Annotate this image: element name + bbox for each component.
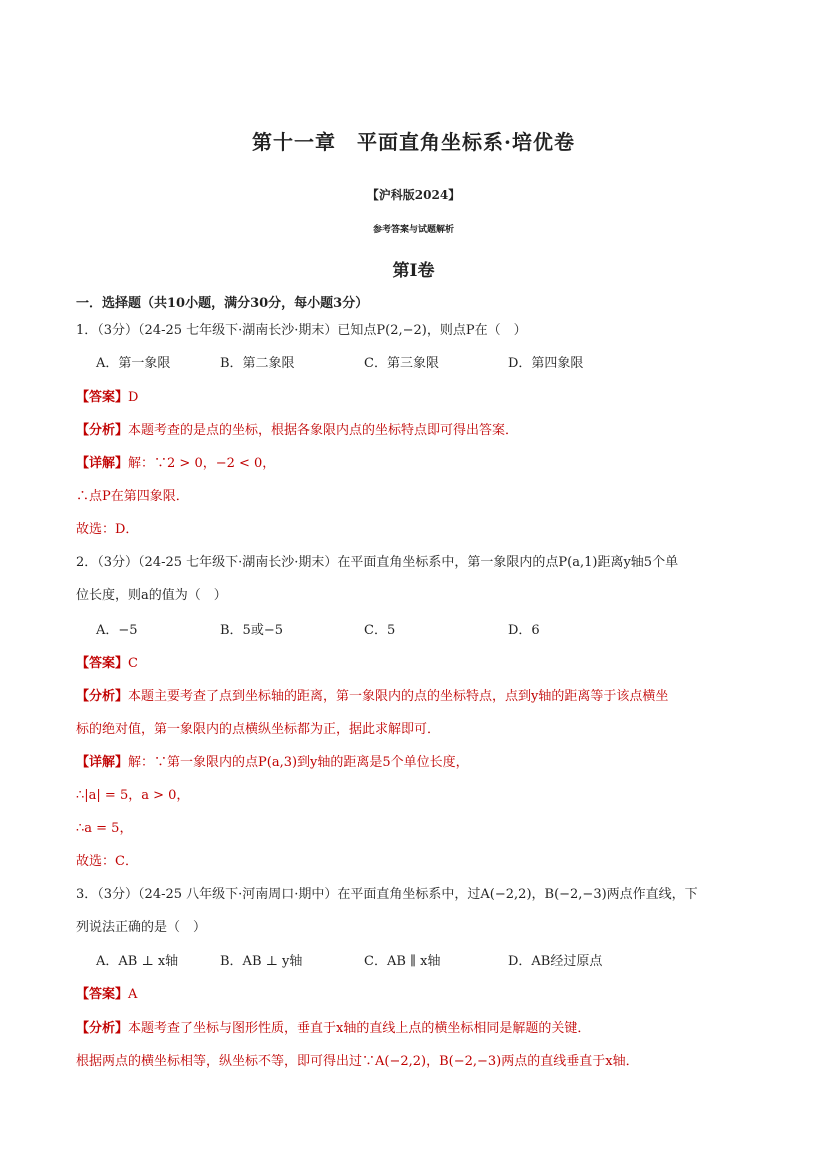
q2-analysis-line1 (76, 685, 756, 704)
q3-option-b: B．AB ⊥ y轴 (220, 954, 303, 969)
detail-text: 解：∵2 > 0，−2 < 0， (128, 456, 276, 471)
q3-option-c: C．AB ∥ x轴 (364, 954, 441, 969)
q3-stem-line1: 3．（3分）（24-25 八年级下·河南周口·期中）在平面直角坐标系中，过A(−2,2)，B(−2,−3)两点作直线，下 (76, 887, 698, 902)
analysis-text: 本题主要考查了点到坐标轴的距离，第一象限内的点的坐标特点，点到y轴的距离等于该点横坐 (128, 689, 669, 704)
q2-option-b: B．5或−5 (220, 623, 283, 638)
section-heading: 一．选择题（共10小题，满分30分，每小题3分） (76, 296, 369, 311)
q2-stem-line2: 位长度，则a的值为（ ） (76, 588, 227, 603)
q1-detail (76, 452, 756, 471)
q2-stem-line1: 2．（3分）（24-25 七年级下·湖南长沙·期末）在平面直角坐标系中，第一象限内的点P(a,1)距离y轴5个单 (76, 555, 679, 570)
q1-answer (76, 386, 756, 405)
q3-answer (76, 983, 756, 1002)
answer-tag: 【答案】 (76, 656, 129, 671)
q2-option-c: C．5 (364, 623, 396, 638)
q3-stem-line2: 列说法正确的是（ ） (76, 920, 207, 935)
q2-option-d: D．6 (508, 623, 540, 638)
q2-choice: 故选：C． (76, 854, 138, 869)
analysis-tag: 【分析】 (76, 689, 129, 704)
answer-tag: 【答案】 (76, 987, 129, 1002)
analysis-tag: 【分析】 (76, 1021, 129, 1036)
analysis-text: 本题考查了坐标与图形性质，垂直于x轴的直线上点的横坐标相同是解题的关键． (128, 1021, 591, 1036)
q1-option-c: C．第三象限 (364, 356, 439, 371)
answer-value: D (128, 390, 139, 405)
detail-tag: 【详解】 (76, 456, 129, 471)
volume-heading: 第Ⅰ卷 (392, 261, 435, 281)
q1-option-d: D．第四象限 (508, 356, 584, 371)
answer-value: C (128, 656, 138, 671)
detail-tag: 【详解】 (76, 755, 129, 770)
q1-option-b: B．第二象限 (220, 356, 295, 371)
q3-option-d: D．AB经过原点 (508, 954, 603, 969)
q2-step-2: ∴|a| = 5，a > 0， (76, 788, 190, 803)
answer-value: A (128, 987, 138, 1002)
q2-answer (76, 652, 756, 671)
document-subtitle: 参考答案与试题解析 (372, 225, 454, 235)
answer-tag: 【答案】 (76, 390, 129, 405)
edition-label: 【沪科版2024】 (366, 188, 461, 202)
q3-option-a: A．AB ⊥ x轴 (96, 954, 179, 969)
q1-option-a: A．第一象限 (96, 356, 171, 371)
q2-step-3: ∴a = 5， (76, 821, 133, 836)
q2-analysis-line2: 标的绝对值，第一象限内的点横纵坐标都为正，据此求解即可． (76, 722, 441, 737)
q1-step: ∴点P在第四象限． (76, 489, 189, 504)
analysis-text: 本题考查的是点的坐标，根据各象限内点的坐标特点即可得出答案． (128, 423, 519, 438)
q1-choice: 故选：D． (76, 522, 139, 537)
q1-stem: 1．（3分）（24-25 七年级下·湖南长沙·期末）已知点P(2,−2)，则点P在（ ） (76, 323, 527, 338)
q3-analysis-line2: 根据两点的横坐标相等，纵坐标不等，即可得出过∵A(−2,2)，B(−2,−3)两点的直线垂直于x轴． (76, 1054, 639, 1069)
analysis-tag: 【分析】 (76, 423, 129, 438)
detail-text: 解：∵第一象限内的点P(a,3)到y轴的距离是5个单位长度， (128, 755, 469, 770)
page-title: 第十一章 平面直角坐标系·培优卷 (252, 130, 575, 154)
q2-option-a: A．−5 (96, 623, 138, 638)
q2-detail (76, 751, 756, 770)
q3-analysis-line1 (76, 1017, 756, 1036)
q1-analysis (76, 419, 756, 438)
